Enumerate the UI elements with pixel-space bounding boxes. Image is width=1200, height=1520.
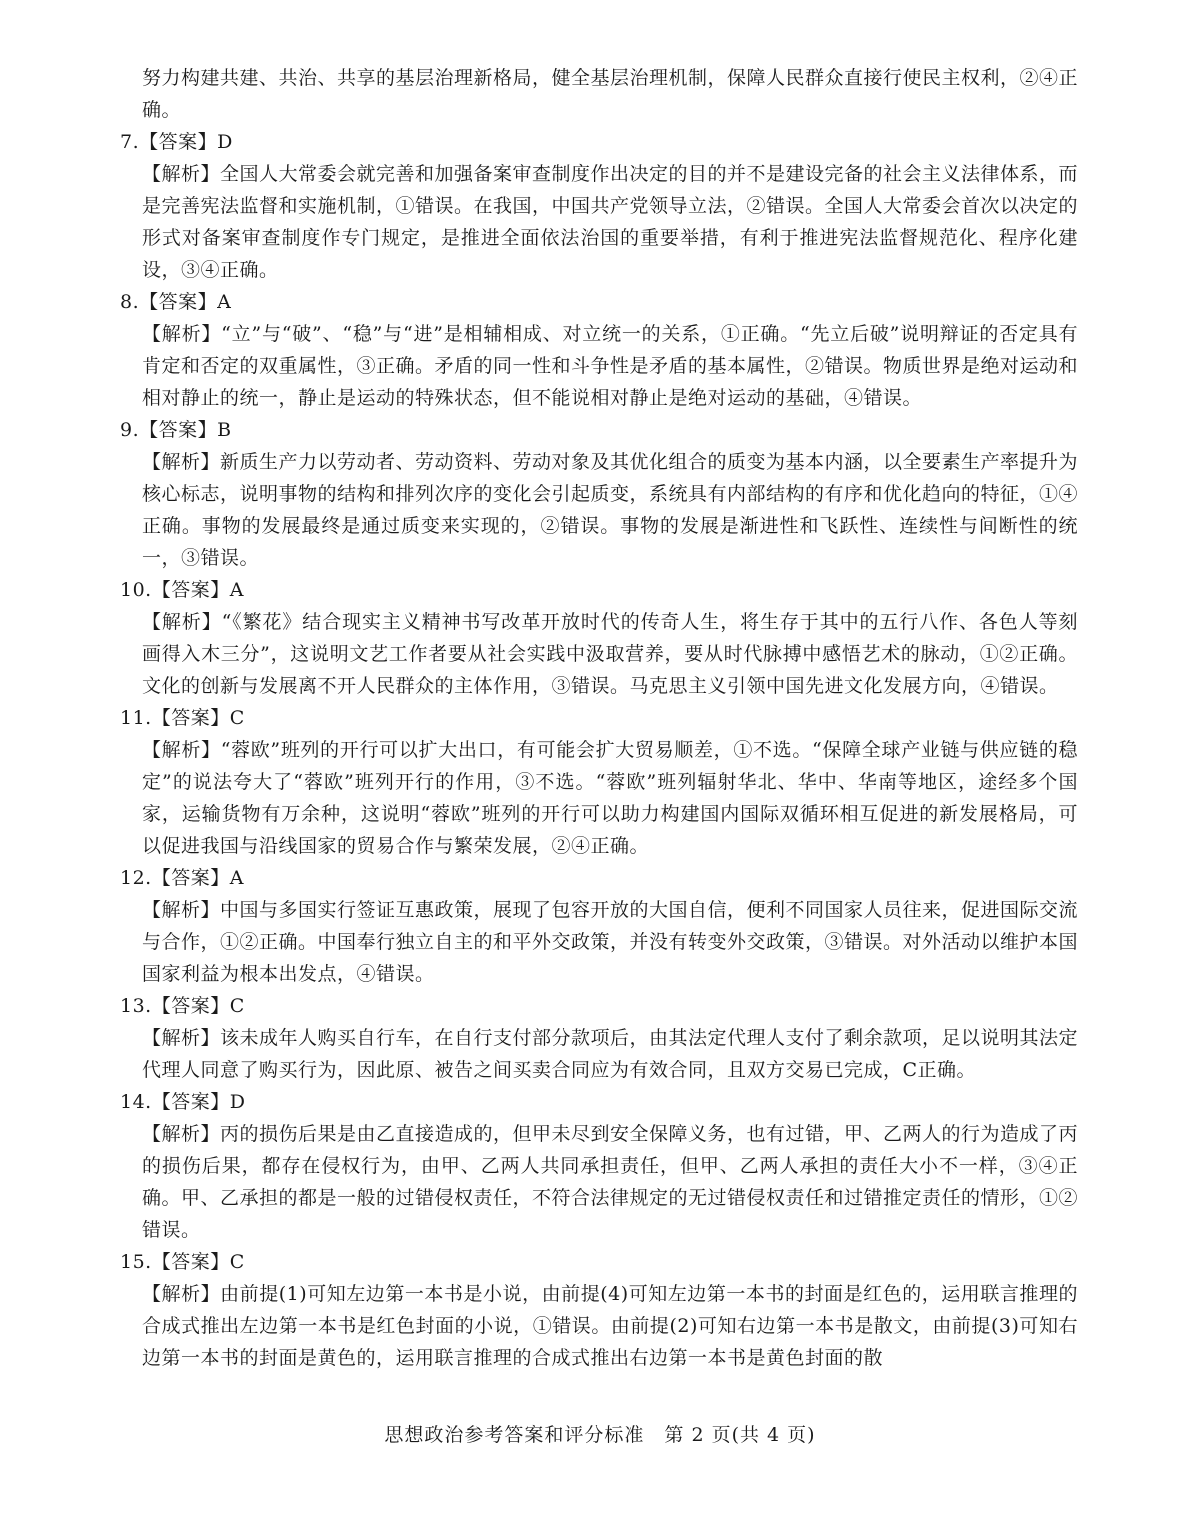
question-7 (120, 126, 1078, 286)
analysis-paragraph: 【解析】新质生产力以劳动者、劳动资料、劳动对象及其优化组合的质变为基本内涵，以全要素生产率提升为核心标志，说明事物的结构和排列次序的变化会引起质变，系统具有内部结构的有序和优化趋向的特征，①④正确。事物的发展最终是通过质变来实现的，②错误。事物的发展是渐进性和飞跃性、连续性与间断性的统一，③错误。 (142, 451, 1079, 569)
answer-line: 13.【答案】C (120, 995, 245, 1017)
analysis-paragraph: 【解析】由前提(1)可知左边第一本书是小说，由前提(4)可知左边第一本书的封面是红色的，运用联言推理的合成式推出左边第一本书是红色封面的小说，①错误。由前提(2)可知右边第一本书是散文，由前提(3)可知右边第一本书的封面是黄色的，运用联言推理的合成式推出右边第一本书是黄色封面的散 (142, 1283, 1078, 1369)
analysis-paragraph: 【解析】“立”与“破”、“稳”与“进”是相辅相成、对立统一的关系，①正确。“先立后破”说明辩证的否定具有肯定和否定的双重属性，③正确。矛盾的同一性和斗争性是矛盾的基本属性，②错误。物质世界是绝对运动和相对静止的统一，静止是运动的特殊状态，但不能说相对静止是绝对运动的基础，④错误。 (142, 323, 1079, 409)
analysis-paragraph: 【解析】中国与多国实行签证互惠政策，展现了包容开放的大国自信，便利不同国家人员往来，促进国际交流与合作，①②正确。中国奉行独立自主的和平外交政策，并没有转变外交政策，③错误。对外活动以维护本国国家利益为根本出发点，④错误。 (142, 899, 1079, 985)
question-12 (120, 862, 1078, 990)
analysis-paragraph: 【解析】全国人大常委会就完善和加强备案审查制度作出决定的目的并不是建设完备的社会主义法律体系，而是完善宪法监督和实施机制，①错误。在我国，中国共产党领导立法，②错误。全国人大常委会首次以决定的形式对备案审查制度作专门规定，是推进全面依法治国的重要举措，有利于推进宪法监督规范化、程序化建设，③④正确。 (142, 163, 1079, 281)
question-10 (120, 574, 1078, 702)
analysis-paragraph: 【解析】“《繁花》结合现实主义精神书写改革开放时代的传奇人生，将生存于其中的五行八作、各色人等刻画得入木三分”，这说明文艺工作者要从社会实践中汲取营养，要从时代脉搏中感悟艺术的脉动，①②正确。文化的创新与发展离不开人民群众的主体作用，③错误。马克思主义引领中国先进文化发展方向，④错误。 (142, 611, 1078, 697)
answer-line: 14.【答案】D (120, 1091, 246, 1113)
question-11 (120, 702, 1078, 862)
answer-line: 8.【答案】A (120, 291, 232, 313)
question-14 (120, 1086, 1078, 1246)
question-13 (120, 990, 1078, 1086)
question-8 (120, 286, 1078, 414)
analysis-paragraph: 【解析】丙的损伤后果是由乙直接造成的，但甲未尽到安全保障义务，也有过错，甲、乙两人的行为造成了丙的损伤后果，都存在侵权行为，由甲、乙两人共同承担责任，但甲、乙两人承担的责任大小不一样，③④正确。甲、乙承担的都是一般的过错侵权责任，不符合法律规定的无过错侵权责任和过错推定责任的情形，①②错误。 (142, 1123, 1079, 1241)
question-15 (120, 1246, 1078, 1374)
answer-line: 12.【答案】A (120, 867, 244, 889)
answer-line: 11.【答案】C (120, 707, 245, 729)
answer-line: 9.【答案】B (120, 419, 232, 441)
analysis-paragraph: 【解析】该未成年人购买自行车，在自行支付部分款项后，由其法定代理人支付了剩余款项，足以说明其法定代理人同意了购买行为，因此原、被告之间买卖合同应为有效合同，且双方交易已完成，C正确。 (142, 1027, 1079, 1081)
question-9 (120, 414, 1078, 574)
answer-content (120, 62, 1078, 1374)
analysis-paragraph: 【解析】“蓉欧”班列的开行可以扩大出口，有可能会扩大贸易顺差，①不选。“保障全球产业链与供应链的稳定”的说法夸大了“蓉欧”班列开行的作用，③不选。“蓉欧”班列辐射华北、华中、华南等地区，途经多个国家，运输货物有万余种，这说明“蓉欧”班列的开行可以助力构建国内国际双循环相互促进的新发展格局，可以促进我国与沿线国家的贸易合作与繁荣发展，②④正确。 (142, 739, 1078, 857)
answer-line: 15.【答案】C (120, 1251, 245, 1273)
answer-line: 10.【答案】A (120, 579, 244, 601)
page-footer: 思想政治参考答案和评分标准 第 2 页(共 4 页) (384, 1424, 816, 1446)
intro-paragraph: 努力构建共建、共治、共享的基层治理新格局，健全基层治理机制，保障人民群众直接行使民主权利，②④正确。 (142, 67, 1079, 121)
answer-line: 7.【答案】D (120, 131, 233, 153)
